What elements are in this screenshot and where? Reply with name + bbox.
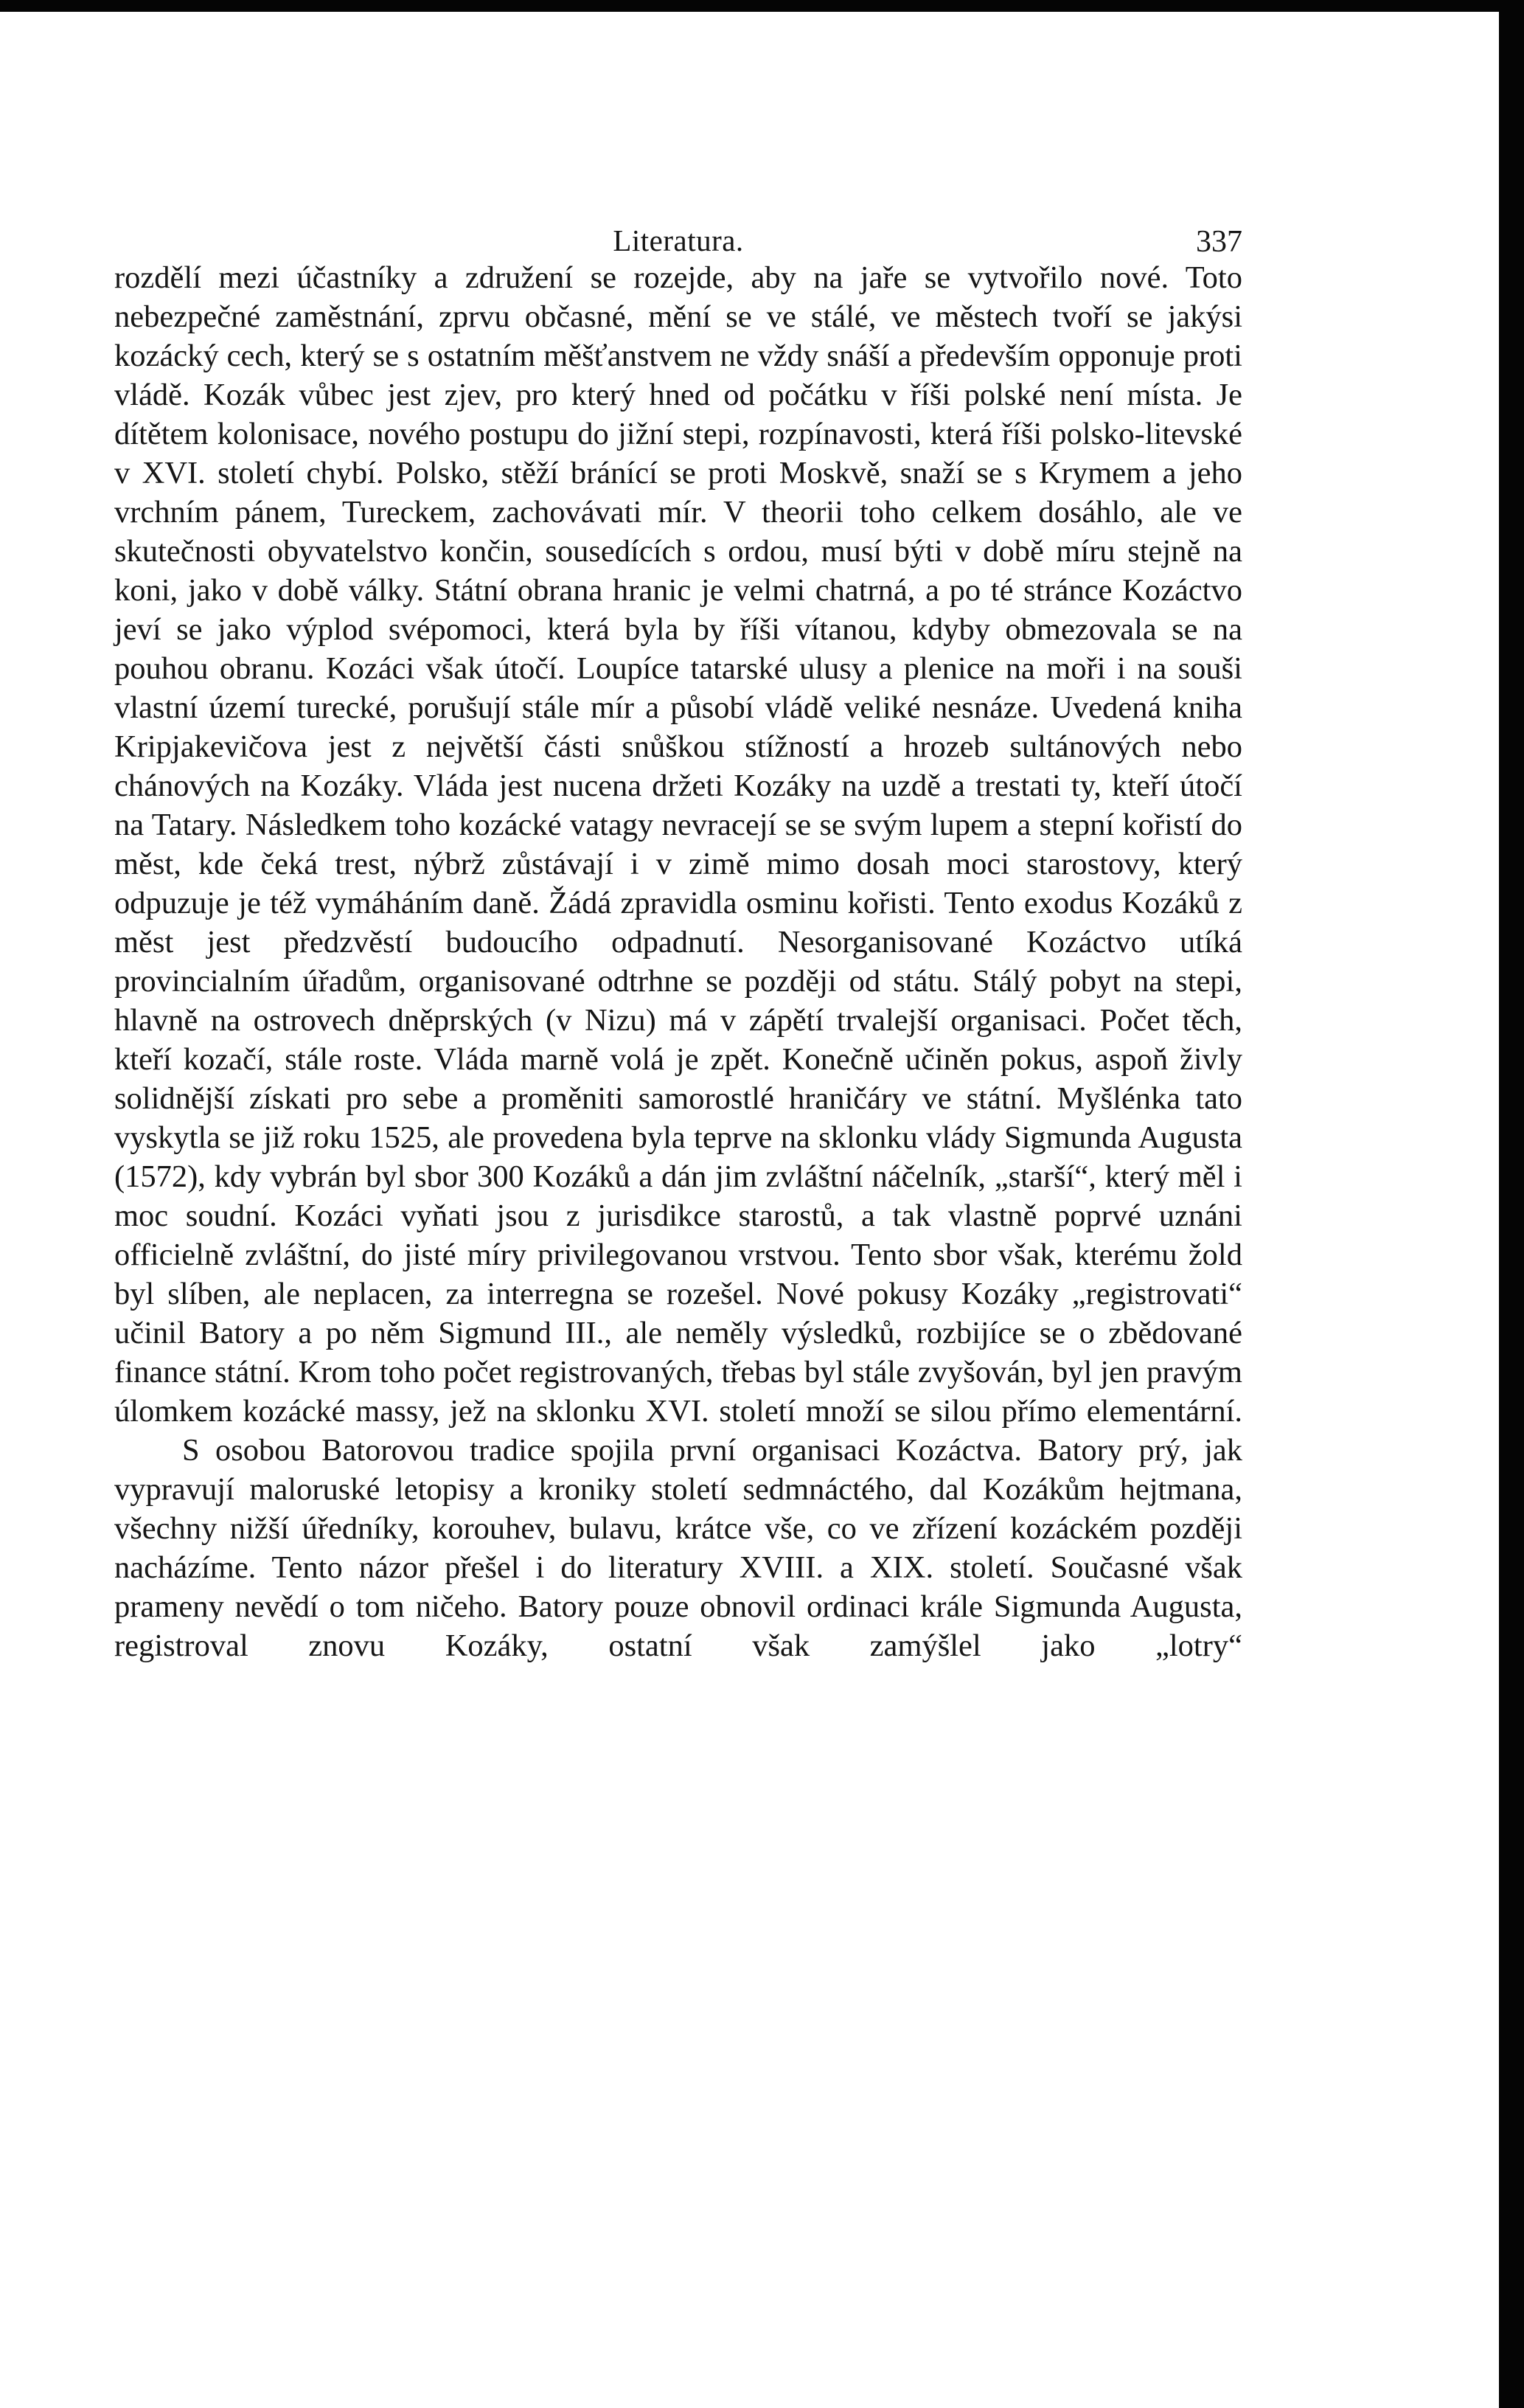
scan-border-right — [1499, 0, 1524, 2408]
paragraph-batory: S osobou Batorovou tradice spojila první organisaci Kozáctva. Batory prý, jak vypravují maloruské letopisy a kroniky století sedmnáctého, dal Kozákům hejtmana, všechny nižší úředníky, korouhev, bulavu, krátce vše, co ve zřízení kozáckém později nacházíme. Tento názor přešel i do literatury XVIII. a XIX. století. Současné však prameny nevědí o tom ničeho. Batory pouze obnovil ordinaci krále Sigmunda Augusta, registroval znovu Kozáky, ostatní však zamýšlel jako „lotry“ — [114, 1433, 1242, 1663]
running-head — [114, 192, 1242, 258]
scan-border-top — [0, 0, 1524, 12]
book-page — [114, 192, 1242, 1665]
body-text — [114, 258, 1242, 1665]
page-number: 337 — [1196, 225, 1242, 259]
running-title: Literatura. — [613, 223, 744, 257]
paragraph-continued: rozdělí mezi účastníky a združení se rozejde, aby na jaře se vytvořilo nové. Toto nebezpečné zaměstnání, zprvu občasné, mění se ve stálé, ve městech tvoří se jakýsi kozácký cech, který se s ostatním měšťanstvem ne vždy snáší a především opponuje proti vládě. Kozák vůbec jest zjev, pro který hned od počátku v říši polské není místa. Je dítětem kolonisace, nového postupu do jižní stepi, rozpínavosti, která říši polsko-litevské v XVI. století chybí. Polsko, stěží bránící se proti Moskvě, snaží se s Krymem a jeho vrchním pánem, Tureckem, zachovávati mír. V theorii toho celkem dosáhlo, ale ve skutečnosti obyvatelstvo končin, sousedících s ordou, musí býti v době míru stejně na koni, jako v době války. Státní obrana hranic je velmi chatrná, a po té stránce Kozáctvo jeví se jako výplod svépomoci, která byla by říši vítanou, kdyby obmezovala se na pouhou obranu. Kozáci však útočí. Loupíce tatarské ulusy a plenice na moři i na souši vlastní území turecké, porušují stále mír a působí vládě veliké nesnáze. Uvedená kniha Kripjakevičova jest z největší části snůškou stížností a hrozeb sultánových nebo chánových na Kozáky. Vláda jest nucena držeti Kozáky na uzdě a trestati ty, kteří útočí na Tatary. Následkem toho kozácké vatagy nevracejí se se svým lupem a stepní kořistí do měst, kde čeká trest, nýbrž zůstávají i v zimě mimo dosah moci starostovy, který odpuzuje je též vymáháním daně. Žádá zpravidla osminu kořisti. Tento exodus Kozáků z měst jest předzvěstí budoucího odpadnutí. Nesorganisované Kozáctvo utíká provincialním úřadům, organisované odtrhne se později od státu. Stálý pobyt na stepi, hlavně na ostrovech dněprských (v Nizu) má v zápětí trvalejší organisaci. Počet těch, kteří kozačí, stále roste. Vláda marně volá je zpět. Konečně učiněn pokus, aspoň živly solidnější získati pro sebe a proměniti samorostlé hraničáry ve státní. Myšlénka tato vyskytla se již roku 1525, ale provedena byla teprve na sklonku vlády Sigmunda Augusta (1572), kdy vybrán byl sbor 300 Kozáků a dán jim zvláštní náčelník, „starší“, který měl i moc soudní. Kozáci vyňati jsou z jurisdikce starostů, a tak vlastně poprvé uznáni officielně zvláštní, do jisté míry privilegovanou vrstvou. Tento sbor však, kterému žold byl slíben, ale neplacen, za interregna se rozešel. Nové pokusy Kozáky „registrovati“ učinil Batory a po něm Sigmund III., ale neměly výsledků, rozbijíce se o zbědované finance státní. Krom toho počet registrovaných, třebas byl stále zvyšován, byl jen pravým úlomkem kozácké massy, jež na sklonku XVI. století množí se silou přímo elementární. — [114, 260, 1242, 1429]
